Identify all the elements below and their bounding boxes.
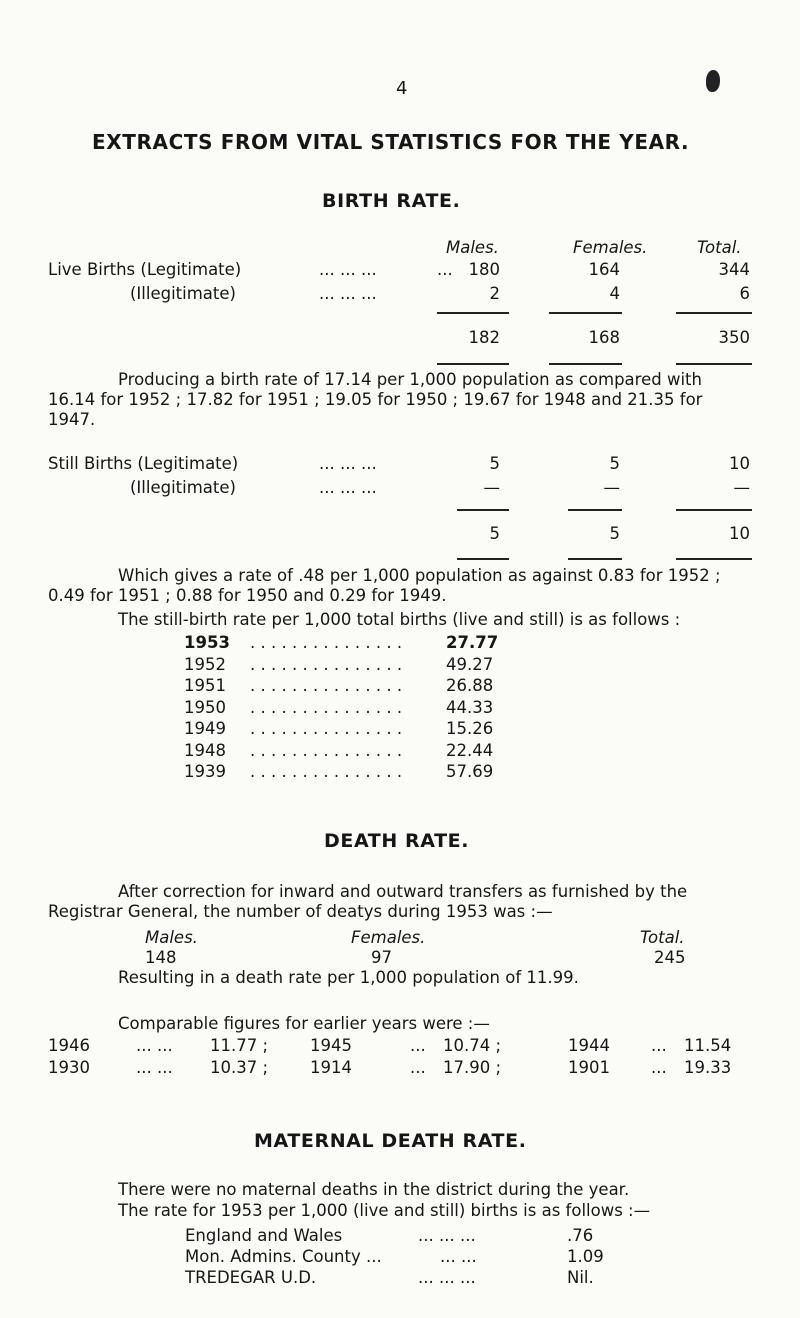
dots: ... ... ... xyxy=(319,284,377,303)
death-col-females: Females. xyxy=(351,928,426,947)
still-rate-year: 1951 xyxy=(184,676,226,695)
birth-rate-para-line: Producing a birth rate of 17.14 per 1,000 population as compared with xyxy=(118,370,702,389)
rule xyxy=(549,312,622,314)
rule xyxy=(457,558,509,560)
live-legit-label: Live Births (Legitimate) xyxy=(48,260,242,279)
comp-year: 1901 xyxy=(568,1058,610,1077)
maternal-para-line: The rate for 1953 per 1,000 (live and still) births is as follows :— xyxy=(118,1201,651,1220)
comp-year: 1930 xyxy=(48,1058,90,1077)
still-rate-value: 27.77 xyxy=(446,633,499,652)
dots: ... xyxy=(651,1036,667,1055)
dots: ... xyxy=(410,1058,426,1077)
birth-rate-para-line: 1947. xyxy=(48,410,96,429)
live-total-males: 182 xyxy=(468,328,500,347)
dots: . . . . . . . . . . . . . . . xyxy=(250,719,403,738)
maternal-heading: MATERNAL DEATH RATE. xyxy=(254,1130,527,1152)
rule xyxy=(457,509,509,511)
still-rate-value: 22.44 xyxy=(446,740,494,760)
death-rate-result: Resulting in a death rate per 1,000 population of 11.99. xyxy=(118,968,579,987)
still-rate-value: 57.69 xyxy=(446,762,494,781)
rule xyxy=(549,363,622,365)
still-total-males: 5 xyxy=(489,524,500,543)
still-rate-value: 44.33 xyxy=(446,697,494,717)
live-total-total: 350 xyxy=(718,328,750,347)
still-legit-label: Still Births (Legitimate) xyxy=(48,454,239,473)
comp-year: 1914 xyxy=(310,1058,352,1077)
comp-value: 10.74 ; xyxy=(443,1036,502,1055)
rule xyxy=(437,363,509,365)
death-rate-para-line: Registrar General, the number of deatys during 1953 was :— xyxy=(48,902,553,921)
still-rate-year: 1953 xyxy=(184,633,230,652)
dots: . . . . . . . . . . . . . . . xyxy=(250,762,403,781)
rule xyxy=(676,312,752,314)
comp-value: 17.90 ; xyxy=(443,1058,502,1077)
birth-rate-heading: BIRTH RATE. xyxy=(322,190,461,212)
maternal-area-label: England and Wales xyxy=(185,1226,343,1245)
still-rate-value: 15.26 xyxy=(446,719,494,738)
dots: ... xyxy=(410,1036,426,1055)
live-illegit-females: 4 xyxy=(609,284,620,303)
death-col-males: Males. xyxy=(145,928,198,947)
page-title: EXTRACTS FROM VITAL STATISTICS FOR THE YEAR. xyxy=(92,130,690,154)
dots: ... ... xyxy=(136,1036,173,1055)
rule xyxy=(676,363,752,365)
dots: . . . . . . . . . . . . . . . xyxy=(250,654,403,674)
still-rate-year: 1950 xyxy=(184,697,226,717)
col-females: Females. xyxy=(573,238,648,257)
still-rate-para-line: 0.49 for 1951 ; 0.88 for 1950 and 0.29 for 1949. xyxy=(48,586,447,605)
live-illegit-total: 6 xyxy=(739,284,750,303)
death-total: 245 xyxy=(654,948,686,967)
still-total-females: 5 xyxy=(609,524,620,543)
still-illegit-label: (Illegitimate) xyxy=(130,478,236,497)
death-rate-heading: DEATH RATE. xyxy=(324,830,470,852)
still-rate-value: 49.27 xyxy=(446,654,494,674)
dots: ... ... ... xyxy=(418,1226,476,1245)
live-legit-females: 164 xyxy=(588,260,620,279)
still-birth-rate-intro: The still-birth rate per 1,000 total births (live and still) is as follows : xyxy=(118,610,681,629)
still-rate-value: 26.88 xyxy=(446,676,494,695)
comp-year: 1946 xyxy=(48,1036,90,1055)
birth-rate-para-line: 16.14 for 1952 ; 17.82 for 1951 ; 19.05 for 1950 ; 19.67 for 1948 and 21.35 for xyxy=(48,390,703,409)
still-legit-total: 10 xyxy=(729,454,750,473)
live-illegit-label: (Illegitimate) xyxy=(130,284,236,303)
death-females: 97 xyxy=(371,948,392,967)
maternal-rate-value: 1.09 xyxy=(567,1247,604,1266)
maternal-area-label: Mon. Admins. County ... xyxy=(185,1247,382,1266)
live-illegit-males: 2 xyxy=(489,284,500,303)
rule xyxy=(568,558,622,560)
dots: . . . . . . . . . . . . . . . xyxy=(250,676,403,695)
dots: . . . . . . . . . . . . . . . xyxy=(250,697,403,717)
rule xyxy=(676,558,752,560)
dots: ... ... ... xyxy=(319,478,377,497)
dots: ... xyxy=(651,1058,667,1077)
col-total: Total. xyxy=(697,238,742,257)
still-illegit-total: — xyxy=(733,478,750,497)
comparable-intro: Comparable figures for earlier years were :— xyxy=(118,1014,490,1033)
still-total-total: 10 xyxy=(729,524,750,543)
dots: ... ... ... xyxy=(319,260,377,279)
still-illegit-females: — xyxy=(603,478,620,497)
death-rate-para-line: After correction for inward and outward transfers as furnished by the xyxy=(118,882,688,901)
death-col-total: Total. xyxy=(640,928,685,947)
dots: . . . . . . . . . . . . . . . xyxy=(250,633,403,652)
dots: ... ... ... xyxy=(319,454,377,473)
maternal-rate-value: .76 xyxy=(567,1226,594,1245)
col-males: Males. xyxy=(446,238,499,257)
maternal-rate-value: Nil. xyxy=(567,1268,594,1287)
rule xyxy=(676,509,752,511)
still-illegit-males: — xyxy=(483,478,500,497)
rule xyxy=(568,509,622,511)
comp-year: 1945 xyxy=(310,1036,352,1055)
ink-mark xyxy=(706,70,720,92)
still-legit-females: 5 xyxy=(609,454,620,473)
comp-value: 10.37 ; xyxy=(210,1058,269,1077)
dots: ... ... xyxy=(136,1058,173,1077)
comp-year: 1944 xyxy=(568,1036,610,1055)
still-rate-para-line: Which gives a rate of .48 per 1,000 population as against 0.83 for 1952 ; xyxy=(118,566,721,585)
live-legit-total: 344 xyxy=(718,260,750,279)
rule xyxy=(437,312,509,314)
still-rate-year: 1952 xyxy=(184,654,226,674)
dots: ... ... ... xyxy=(418,1268,476,1287)
comp-value: 11.54 xyxy=(684,1036,732,1055)
maternal-para-line: There were no maternal deaths in the district during the year. xyxy=(118,1180,630,1199)
live-legit-males: 180 xyxy=(468,260,500,279)
page-number: 4 xyxy=(396,78,408,99)
still-rate-year: 1949 xyxy=(184,719,226,738)
comp-value: 19.33 xyxy=(684,1058,732,1077)
dots: ... xyxy=(437,260,453,279)
live-total-females: 168 xyxy=(588,328,620,347)
dots: . . . . . . . . . . . . . . . xyxy=(250,740,403,760)
still-rate-year: 1939 xyxy=(184,762,226,781)
comp-value: 11.77 ; xyxy=(210,1036,269,1055)
still-rate-year: 1948 xyxy=(184,740,226,760)
dots: ... ... xyxy=(440,1247,477,1266)
maternal-area-label: TREDEGAR U.D. xyxy=(185,1268,317,1287)
death-males: 148 xyxy=(145,948,177,967)
still-legit-males: 5 xyxy=(489,454,500,473)
